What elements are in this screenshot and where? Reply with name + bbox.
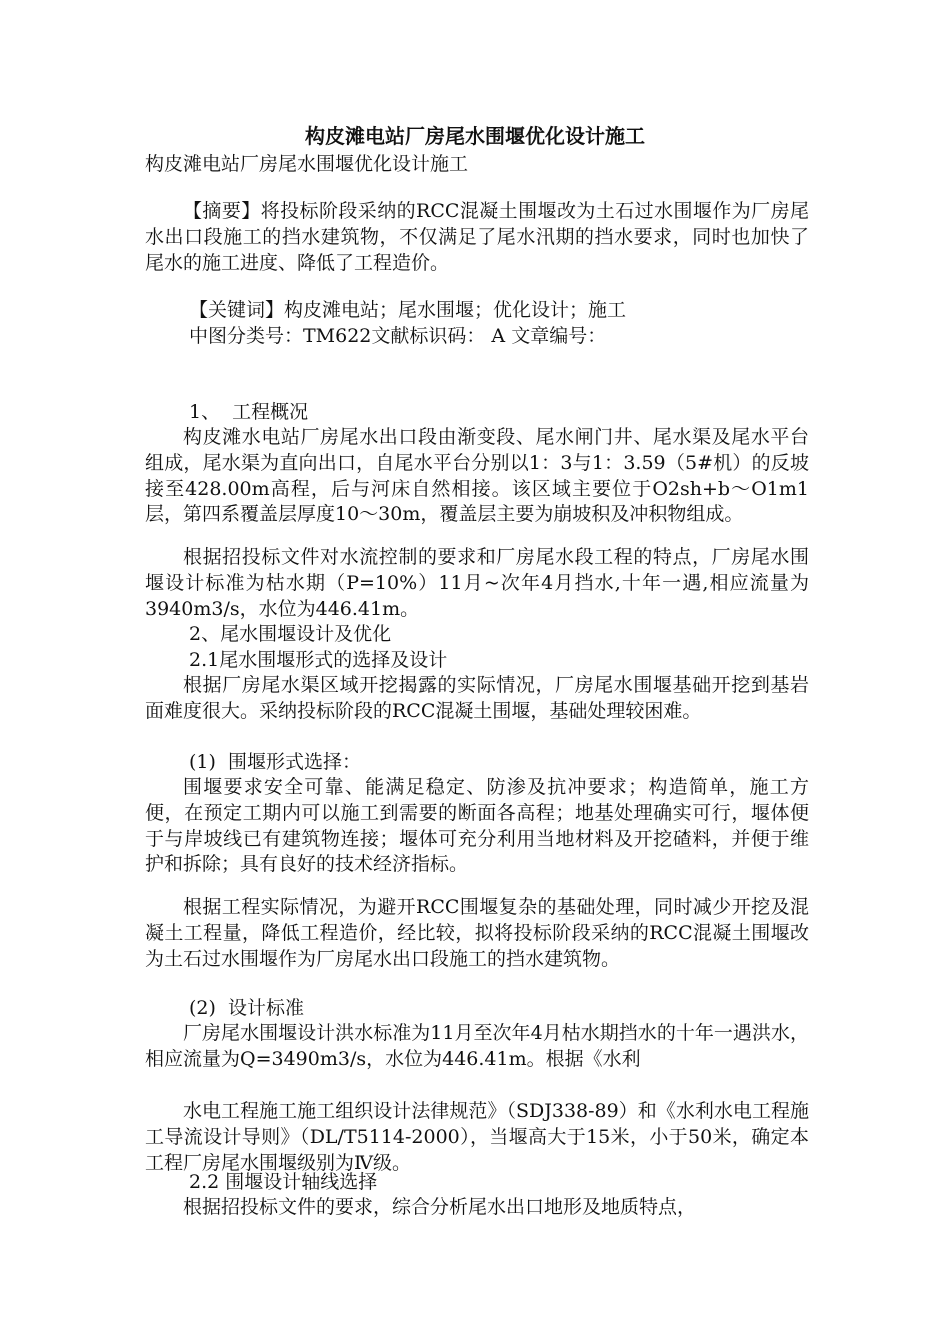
body-paragraph: 水电工程施工施工组织设计法律规范》（SDJ338-89）和《水利水电工程施工导流设计导则》（DL/T5114-2000），当堰高大于15米，小于50米，确定本工程厂房尾水围堰级别为Ⅳ级。: [145, 1100, 809, 1174]
body-paragraph: 根据招投标文件的要求，综合分析尾水出口地形及地质特点，: [183, 1196, 697, 1218]
body-paragraph: 围堰要求安全可靠、能满足稳定、防渗及抗冲要求；构造简单，施工方便，在预定工期内可以施工到需要的断面各高程；地基处理确实可行，堰体便于与岸坡线已有建筑物连接；堰体可充分利用当地材料及开挖碴料，并便于维护和拆除；具有良好的技术经济指标。: [145, 776, 809, 876]
body-paragraph: 根据厂房尾水渠区域开挖揭露的实际情况，厂房尾水围堰基础开挖到基岩面难度很大。采纳投标阶段的RCC混凝土围堰，基础处理较困难。: [145, 674, 809, 722]
abstract-paragraph: 【摘要】将投标阶段采纳的RCC混凝土围堰改为土石过水围堰作为厂房尾水出口段施工的挡水建筑物，不仅满足了尾水汛期的挡水要求，同时也加快了尾水的施工进度、降低了工程造价。: [145, 200, 809, 274]
subsection-heading: 2.1尾水围堰形式的选择及设计: [189, 649, 448, 671]
item-heading: (2) 设计标准: [189, 997, 304, 1019]
body-paragraph: 厂房尾水围堰设计洪水标准为11月至次年4月枯水期挡水的十年一遇洪水，相应流量为Q=3490m3/s，水位为446.41m。根据《水利: [145, 1022, 809, 1070]
document-subtitle: 构皮滩电站厂房尾水围堰优化设计施工: [145, 153, 469, 175]
body-paragraph: 根据招投标文件对水流控制的要求和厂房尾水段工程的特点，厂房尾水围堰设计标准为枯水期（P=10%）11月~次年4月挡水,十年一遇,相应流量为3940m3/s，水位为446.41m。: [145, 546, 809, 620]
classification-line: 中图分类号：TM622文献标识码： A 文章编号：: [189, 325, 607, 347]
document-title: 构皮滩电站厂房尾水围堰优化设计施工: [305, 124, 645, 148]
section-heading: 2、尾水围堰设计及优化: [189, 623, 392, 645]
subsection-heading: 2.2 围堰设计轴线选择: [189, 1171, 378, 1193]
body-paragraph: 根据工程实际情况，为避开RCC围堰复杂的基础处理，同时减少开挖及混凝土工程量，降低工程造价，经比较，拟将投标阶段采纳的RCC混凝土围堰改为土石过水围堰作为厂房尾水出口段施工的挡水建筑物。: [145, 896, 809, 970]
body-paragraph: 构皮滩水电站厂房尾水出口段由渐变段、尾水闸门井、尾水渠及尾水平台组成，尾水渠为直向出口，自尾水平台分别以1：3与1：3.59（5#机）的反坡接至428.00m高程，后与河床自然相接。该区域主要位于O2sh+b～O1m1层，第四系覆盖层厚度10～30m，覆盖层主要为崩坡积及冲积物组成。: [145, 426, 809, 526]
item-heading: (1) 围堰形式选择：: [189, 751, 361, 773]
section-heading: 1、 工程概况: [189, 401, 309, 423]
keywords-line: 【关键词】构皮滩电站；尾水围堰；优化设计；施工: [189, 299, 627, 321]
